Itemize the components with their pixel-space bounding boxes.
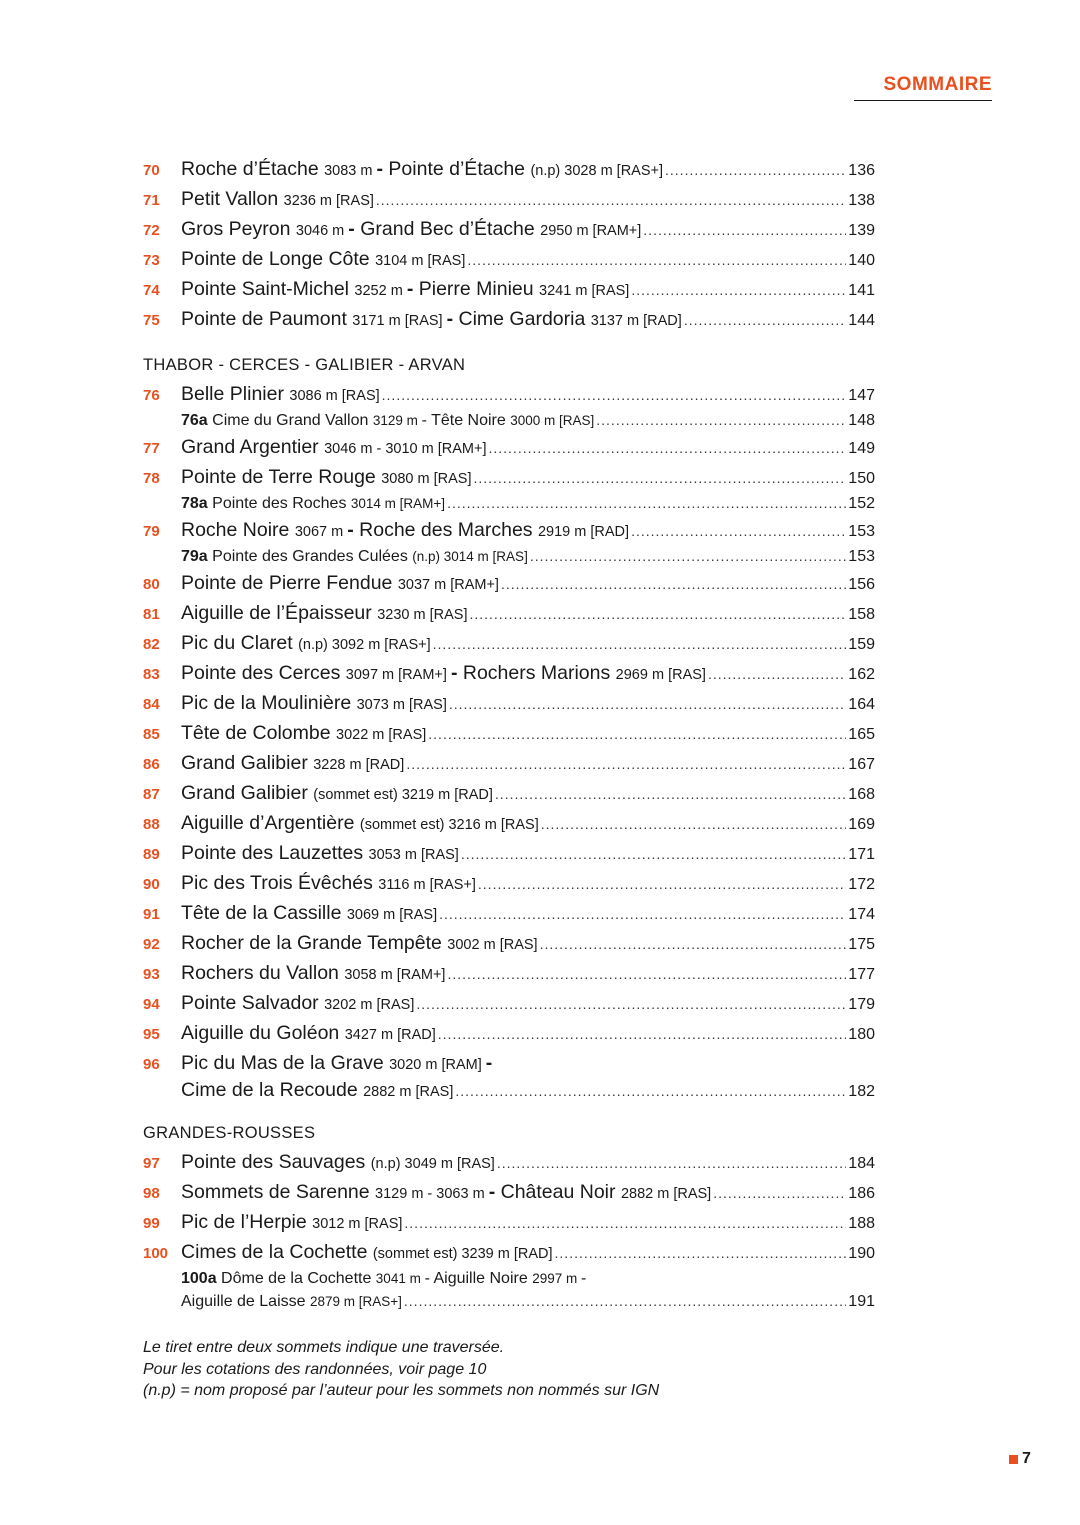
entry-title [181,1147,495,1179]
entry-title [181,958,445,990]
summit-name: Aiguille du Goléon [181,1022,345,1044]
entry-altitude: 3252 m [354,283,407,299]
page-ref: 182 [848,1083,875,1100]
entry-number: 70 [143,162,160,179]
dot-leader [404,1208,846,1238]
entry-altitude: 3067 m [294,524,348,540]
page-ref: 175 [848,936,875,953]
footnotes [143,1337,659,1402]
entry-altitude: (sommet est) 3216 m [RAS] [359,817,539,833]
entry-number: 82 [143,636,160,653]
toc-entry [143,778,875,808]
page-ref: 162 [848,666,875,683]
entry-altitude: 3000 m [RAS] [510,413,595,428]
entry-subnumber: 76a [181,412,213,429]
entry-title [181,432,486,464]
dot-leader [488,433,846,463]
summit-name: Pic des Trois Évêchés [181,872,379,894]
toc-entry [143,898,875,928]
dot-leader [708,659,846,689]
dot-leader [376,185,846,215]
summit-name: Roche d’Étache [181,158,325,180]
page-ref: 186 [848,1185,875,1202]
toc-entry [143,492,875,515]
entry-number: 97 [143,1155,160,1172]
entry-title [181,928,538,960]
entry-altitude: 3129 m - 3063 m [375,1186,489,1202]
entry-title [181,988,414,1020]
traverse-dash: - [348,218,361,240]
toc-section-heading [143,1120,875,1147]
summit-name: Rochers du Vallon [181,962,345,984]
entry-title [181,718,426,750]
page-ref: 153 [848,523,875,540]
entry-altitude: 3058 m [RAM+] [344,967,446,983]
page-ref: 167 [848,756,875,773]
page-section-title: SOMMAIRE [883,74,992,95]
entry-title [181,154,663,186]
page-ref: 180 [848,1026,875,1043]
summit-name: Pointe des Lauzettes [181,842,369,864]
toc-entry [143,1018,875,1048]
toc-entry [143,1078,875,1102]
dot-leader [447,492,846,515]
dot-leader [416,989,846,1019]
section-label: GRANDES-ROUSSES [143,1124,316,1142]
dot-leader [438,1019,847,1049]
dot-leader [541,809,847,839]
page-ref: 164 [848,696,875,713]
entry-altitude: 3228 m [RAD] [313,757,405,773]
entry-altitude: 3073 m [RAS] [356,697,447,713]
page-ref: 148 [848,412,875,429]
toc-entry [143,808,875,838]
entry-number: 85 [143,726,160,743]
entry-subnumber: 79a [181,548,213,565]
dot-leader [406,749,846,779]
summit-name: Rocher de la Grande Tempête [181,932,448,954]
entry-title [181,492,445,515]
toc-entry [143,244,875,274]
entry-title [181,598,467,630]
entry-title [181,868,476,900]
page-ref: 147 [848,387,875,404]
page-ref: 159 [848,636,875,653]
dot-leader [428,719,846,749]
entry-altitude: 3097 m [RAM+] [345,667,451,683]
dot-leader [497,1148,846,1178]
page-ref: 144 [848,312,875,329]
entry-number: 74 [143,282,160,299]
page-ref: 177 [848,966,875,983]
summit-name: Aiguille de Laisse [181,1293,310,1310]
summit-name: Aiguille de l’Épaisseur [181,602,378,624]
toc-entry [143,1267,875,1290]
entry-altitude: (sommet est) 3239 m [RAD] [372,1246,553,1262]
dot-leader [467,245,846,275]
toc-entry [143,988,875,1018]
page-ref: 153 [848,548,875,565]
entry-title [181,808,539,840]
page-ref: 174 [848,906,875,923]
entry-subnumber: 100a [181,1270,222,1287]
dot-leader [478,869,846,899]
entry-altitude: 3202 m [RAS] [324,997,415,1013]
entry-altitude: 3116 m [RAS+] [378,877,476,893]
traverse-dash: - [485,1052,493,1074]
entry-altitude: 3080 m [RAS] [381,471,472,487]
entry-title [181,184,374,216]
entry-title [181,778,493,810]
summit-name: Cime Gardoria [458,308,591,330]
traverse-dash: - [450,662,463,684]
summit-name: Pointe Salvador [181,992,325,1014]
toc-entry [143,1177,875,1207]
toc-entry [143,154,875,184]
summit-name: Sommets de Sarenne [181,1181,376,1203]
entry-altitude: 3083 m [324,163,377,179]
dot-leader [449,689,846,719]
dot-leader [473,463,846,493]
traverse-dash: - [376,158,389,180]
summit-name: Gros Peyron [181,218,296,240]
page-ref: 179 [848,996,875,1013]
entry-altitude: 2919 m [RAD] [537,524,630,540]
orange-square-icon [1009,1455,1018,1464]
dot-leader [404,1290,846,1313]
entry-number: 73 [143,252,160,269]
entry-title [181,515,629,547]
page-ref: 149 [848,440,875,457]
entry-title [181,1048,492,1080]
entry-altitude: 3086 m [RAS] [289,388,380,404]
summit-name: Petit Vallon [181,188,284,210]
traverse-dash: - [406,278,419,300]
entry-altitude: 3230 m [RAS] [377,607,468,623]
entry-number: 100 [143,1245,169,1262]
dot-leader [461,839,846,869]
toc-entry [143,545,875,568]
entry-number: 71 [143,192,160,209]
toc-entry [143,409,875,432]
entry-title [181,628,431,660]
page-ref: 188 [848,1215,875,1232]
page-ref: 139 [848,222,875,239]
entry-altitude: 2882 m [RAS] [620,1186,712,1202]
summit-name: Pointe de Pierre Fendue [181,572,398,594]
dot-leader [439,899,846,929]
summit-name: Château Noir [500,1181,621,1203]
page-ref: 136 [848,162,875,179]
entry-title [181,1207,402,1239]
entry-title [181,409,594,432]
dot-leader [631,275,846,305]
toc-entry [143,838,875,868]
toc-entry [143,598,875,628]
summit-name: Pointe des Sauvages [181,1151,371,1173]
entry-number: 88 [143,816,160,833]
page-ref: 184 [848,1155,875,1172]
dot-leader [555,1238,847,1268]
toc-entry [143,718,875,748]
entry-altitude: 3020 m [RAM] [389,1057,486,1073]
entry-number: 78 [143,470,160,487]
toc-entry [143,868,875,898]
toc-entry [143,515,875,545]
page-ref: 191 [848,1293,875,1310]
entry-number: 87 [143,786,160,803]
summit-name: Pointe de Longe Côte [181,248,376,270]
entry-title [181,1177,711,1209]
entry-number: 92 [143,936,160,953]
entry-title [181,898,437,930]
entry-number: 96 [143,1056,160,1073]
toc-entry [143,628,875,658]
summit-name: Cimes de la Cochette [181,1241,373,1263]
summit-name: Grand Galibier [181,752,314,774]
entry-number: 77 [143,440,160,457]
dot-leader [455,1079,846,1103]
page-ref: 158 [848,606,875,623]
entry-altitude: 3069 m [RAS] [346,907,438,923]
entry-title [181,545,528,568]
summit-name: Cime de la Recoude [181,1079,364,1101]
page-ref: 190 [848,1245,875,1262]
entry-number: 95 [143,1026,160,1043]
table-of-contents [143,154,875,1313]
toc-entry [143,658,875,688]
entry-title [181,214,641,246]
summit-name: Roche des Marches [359,519,538,541]
entry-altitude: 3046 m [295,223,349,239]
summit-name: Grand Galibier [181,782,314,804]
entry-title [181,1237,553,1269]
page-ref: 168 [848,786,875,803]
summit-name: - [580,1270,587,1287]
footnote-np: (n.p) = nom proposé par l’auteur pour les sommets non nommés sur IGN [143,1382,660,1399]
entry-number: 72 [143,222,160,239]
entry-title [181,1290,402,1313]
entry-title [181,304,682,336]
dot-leader [495,779,846,809]
summit-name: Aiguille d’Argentière [181,812,360,834]
entry-altitude: 3129 m [372,413,422,428]
toc-entry [143,379,875,409]
summit-name: Grand Argentier [181,436,325,458]
dot-leader [433,629,847,659]
page-ref: 152 [848,495,875,512]
entry-number: 98 [143,1185,160,1202]
toc-section-heading [143,352,875,379]
toc-entry [143,432,875,462]
entry-title [181,1078,453,1104]
summit-name: Pointe de Terre Rouge [181,466,382,488]
entry-number: 79 [143,523,160,540]
page-ref: 172 [848,876,875,893]
summit-name: Rochers Marions [462,662,616,684]
entry-altitude: 3171 m [RAS] [352,313,447,329]
page-folio [1009,1450,1031,1468]
toc-entry [143,748,875,778]
entry-number: 81 [143,606,160,623]
traverse-dash: - [488,1181,501,1203]
entry-altitude: 3022 m [RAS] [336,727,427,743]
entry-altitude: (n.p) 3049 m [RAS] [370,1156,495,1172]
entry-title [181,688,447,720]
entry-altitude: 2997 m [532,1271,581,1286]
page-ref: 171 [848,846,875,863]
dot-leader [501,569,846,599]
summit-name: Roche Noire [181,519,295,541]
entry-number: 91 [143,906,160,923]
traverse-dash: - [347,519,360,541]
dot-leader [447,959,846,989]
summit-name: Pic de la Moulinière [181,692,357,714]
entry-title [181,658,706,690]
footnote-cotations: Pour les cotations des randonnées, voir page 10 [143,1360,487,1378]
entry-altitude: 2879 m [RAS+] [309,1294,402,1309]
summit-name: Pointe d’Étache [388,158,531,180]
entry-altitude: (n.p) 3092 m [RAS+] [298,637,431,653]
entry-altitude: (n.p) 3014 m [RAS] [412,549,528,564]
toc-entry [143,274,875,304]
summit-name: Dôme de la Cochette [221,1270,376,1287]
entry-number: 86 [143,756,160,773]
entry-altitude: (n.p) 3028 m [RAS+] [530,163,664,179]
entry-altitude: 3002 m [RAS] [447,937,538,953]
entry-altitude: 3046 m - 3010 m [RAM+] [324,441,487,457]
summit-name: Belle Plinier [181,383,290,405]
toc-entry [143,184,875,214]
page-number: 7 [1022,1450,1031,1467]
summit-name: Tête de Colombe [181,722,337,744]
entry-altitude: 3041 m [375,1271,425,1286]
entry-altitude: 3236 m [RAS] [283,193,374,209]
entry-number: 76 [143,387,160,404]
entry-number: 94 [143,996,160,1013]
entry-number: 80 [143,576,160,593]
summit-name: Pointe Saint-Michel [181,278,355,300]
toc-entry [143,1237,875,1267]
entry-number: 90 [143,876,160,893]
toc-entry [143,1048,875,1078]
entry-altitude: 3104 m [RAS] [375,253,466,269]
dot-leader [684,305,846,335]
dot-leader [631,516,846,546]
summit-name: Pic de l’Herpie [181,1211,313,1233]
entry-subnumber: 78a [181,495,213,512]
page-ref: 150 [848,470,875,487]
page-ref: 141 [848,282,875,299]
summit-name: Pointe des Roches [212,495,351,512]
entry-altitude: 3014 m [RAM+] [350,496,446,511]
header-underline [854,100,992,101]
summit-name: Pierre Minieu [418,278,540,300]
entry-title [181,244,465,276]
dot-leader [382,380,847,410]
dot-leader [643,215,846,245]
entry-number: 89 [143,846,160,863]
entry-altitude: 2950 m [RAM+] [540,223,642,239]
entry-altitude: 2882 m [RAS] [363,1084,454,1100]
entry-title [181,838,459,870]
dot-leader [713,1178,846,1208]
page-ref: 138 [848,192,875,209]
entry-title [181,462,471,494]
entry-title [181,1018,436,1050]
entry-number: 84 [143,696,160,713]
toc-entry [143,304,875,334]
toc-entry [143,462,875,492]
entry-altitude: 3053 m [RAS] [368,847,459,863]
summit-name: - Aiguille Noire [424,1270,533,1287]
page-ref: 140 [848,252,875,269]
entry-number: 75 [143,312,160,329]
entry-title [181,1267,586,1290]
page-ref: 156 [848,576,875,593]
entry-altitude: 2969 m [RAS] [615,667,706,683]
entry-number: 83 [143,666,160,683]
entry-altitude: 3241 m [RAS] [539,283,630,299]
dot-leader [596,409,846,432]
summit-name: Grand Bec d’Étache [360,218,541,240]
dot-leader [530,545,846,568]
toc-entry [143,688,875,718]
page-ref: 165 [848,726,875,743]
toc-entry [143,928,875,958]
summit-name: Pointe des Cerces [181,662,346,684]
toc-entry [143,214,875,244]
section-label: THABOR - CERCES - GALIBIER - ARVAN [143,356,466,374]
dot-leader [469,599,846,629]
dot-leader [665,155,846,185]
footnote-traverse: Le tiret entre deux sommets indique une traversée. [143,1339,505,1356]
summit-name: Cime du Grand Vallon [212,412,373,429]
entry-altitude: 3012 m [RAS] [312,1216,403,1232]
toc-entry [143,1207,875,1237]
toc-entry [143,1290,875,1313]
dot-leader [540,929,847,959]
toc-entry [143,958,875,988]
toc-entry [143,1147,875,1177]
entry-title [181,274,629,306]
entry-number: 93 [143,966,160,983]
summit-name: Pointe de Paumont [181,308,353,330]
summit-name: Tête de la Cassille [181,902,347,924]
entry-altitude: 3427 m [RAD] [344,1027,436,1043]
summit-name: Pic du Mas de la Grave [181,1052,390,1074]
page-ref: 169 [848,816,875,833]
entry-title [181,379,380,411]
entry-title [181,748,404,780]
summit-name: - Tête Noire [421,412,511,429]
entry-altitude: 3037 m [RAM+] [397,577,499,593]
entry-title [181,568,499,600]
summit-name: Pointe des Grandes Culées [212,548,413,565]
entry-altitude: 3137 m [RAD] [590,313,682,329]
toc-entry [143,568,875,598]
summit-name: Pic du Claret [181,632,299,654]
entry-number: 99 [143,1215,160,1232]
traverse-dash: - [446,308,459,330]
entry-altitude: (sommet est) 3219 m [RAD] [313,787,493,803]
